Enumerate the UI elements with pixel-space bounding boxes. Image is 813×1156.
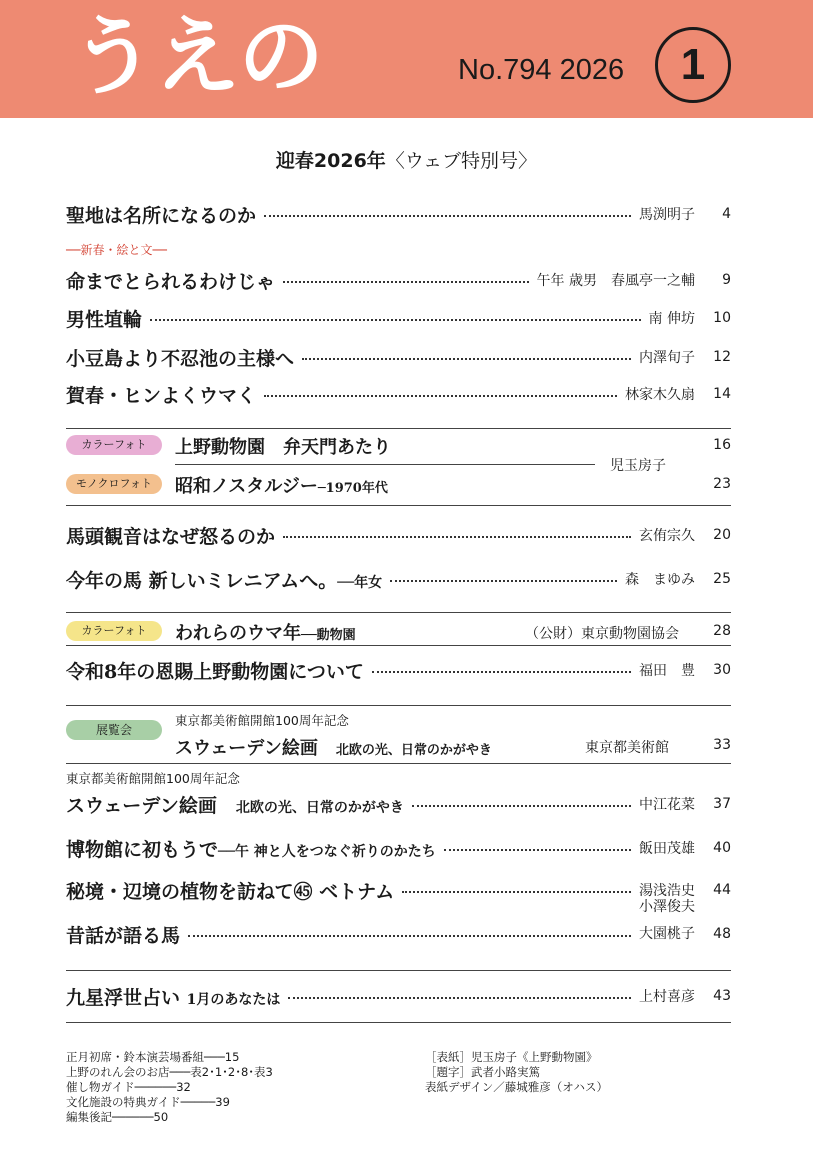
toc-entry[interactable]	[66, 983, 731, 1009]
divider	[66, 645, 731, 646]
divider	[66, 505, 731, 506]
entry-title: 博物館に初もうで	[66, 838, 219, 861]
divider	[66, 1022, 731, 1023]
leader-dots	[283, 536, 631, 538]
entry-title: 今年の馬 新しいミレニアムへ。	[66, 569, 338, 592]
footer-item[interactable]: 催し物ガイド──────32	[66, 1080, 191, 1094]
color-photo-badge: カラーフォト	[66, 435, 162, 455]
footer-item[interactable]: 編集後記──────50	[66, 1110, 169, 1124]
leader-dots	[402, 891, 631, 893]
entry-author: 南 伸坊	[648, 311, 695, 327]
entry-page: 40	[713, 840, 731, 856]
toc-entry[interactable]	[66, 566, 731, 592]
entry-page: 10	[713, 310, 731, 326]
entry-title: 秘境・辺境の植物を訪ねて㊺ ベトナム	[66, 880, 395, 903]
entry-page: 30	[713, 662, 731, 678]
credit-design: 表紙デザイン／藤城雅彦（オハス）	[425, 1080, 608, 1094]
issue-number: No.794 2026	[458, 54, 625, 86]
entry-author: 福田 豊	[639, 663, 695, 679]
entry-page: 33	[713, 737, 731, 753]
entry-title: 馬頭観音はなぜ怒るのか	[66, 525, 276, 548]
subtitle-main: 迎春2026年	[275, 150, 386, 172]
entry-page: 14	[713, 386, 731, 402]
exhibition-author: 東京都美術館	[585, 740, 669, 756]
divider	[66, 428, 731, 429]
footer-right	[425, 1050, 608, 1095]
color-photo-badge: カラーフォト	[66, 621, 162, 641]
photo-title-suffix: ─1970年代	[317, 481, 388, 496]
exhibition-title[interactable]	[175, 734, 492, 760]
footer-item[interactable]: 上野のれん会のお店───表2･1･2･8･表3	[66, 1065, 273, 1079]
photo-title[interactable]	[175, 619, 356, 645]
leader-dots	[412, 805, 631, 807]
footer-item[interactable]: 正月初席・鈴本演芸場番組───15	[66, 1050, 240, 1064]
photo-title-suffix: ──動物園	[301, 628, 356, 643]
entry-title: 男性埴輪	[66, 308, 143, 331]
toc-entry[interactable]	[66, 877, 731, 903]
toc-entry[interactable]	[66, 201, 731, 227]
entry-title-suffix: 北欧の光、日常のかがやき	[235, 799, 404, 816]
entry-author: 大園桃子	[639, 926, 695, 942]
toc-entry[interactable]	[66, 522, 731, 548]
toc-entry[interactable]	[66, 835, 731, 861]
credit-title-calligraphy: ［題字］武者小路実篤	[425, 1065, 540, 1079]
masthead	[0, 0, 813, 118]
leader-dots	[288, 997, 631, 999]
entry-title: 昔話が語る馬	[66, 924, 181, 947]
entry-author: 小澤俊夫	[639, 899, 695, 915]
entry-title: 賀春・ヒンよくウマく	[66, 384, 257, 407]
entry-title: 命までとられるわけじゃ	[66, 270, 276, 293]
entry-author: 林家木久扇	[625, 387, 695, 403]
entry-title: スウェーデン絵画	[66, 794, 217, 817]
entry-page: 12	[713, 349, 731, 365]
footer-item[interactable]: 文化施設の特典ガイド─────39	[66, 1095, 230, 1109]
photo-title-main: われらのウマ年	[175, 623, 301, 644]
entry-title: 聖地は名所になるのか	[66, 204, 257, 227]
entry-page: 23	[713, 476, 731, 492]
entry-title-suffix: 1月のあなたは	[186, 991, 281, 1008]
entry-author: 馬渕明子	[639, 207, 695, 223]
entry-page: 4	[722, 206, 731, 222]
magazine-logo: うえの	[70, 7, 322, 107]
divider	[66, 612, 731, 613]
entry-author: 上村喜彦	[639, 989, 695, 1005]
issue-subtitle	[0, 146, 813, 173]
entry-page: 20	[713, 527, 731, 543]
exhibition-pretitle: 東京都美術館開館100周年記念	[175, 713, 349, 728]
subtitle-rest: 〈ウェブ特別号〉	[385, 150, 538, 172]
entry-author: 飯田茂雄	[639, 841, 695, 857]
leader-dots	[302, 358, 631, 360]
footer-left	[66, 1050, 273, 1125]
leader-dots	[372, 671, 631, 673]
entry-page: 16	[713, 437, 731, 453]
toc-entry[interactable]	[66, 381, 731, 407]
leader-dots	[283, 281, 529, 283]
toc-entry[interactable]	[66, 899, 731, 947]
mono-photo-badge: モノクロフォト	[66, 474, 162, 494]
divider	[66, 763, 731, 764]
entry-author: 玄侑宗久	[639, 528, 695, 544]
exhibition-badge: 展覧会	[66, 720, 162, 740]
entry-author: 中江花菜	[639, 797, 695, 813]
entry-author: 内澤旬子	[639, 350, 695, 366]
entry-title-suffix: ──年女	[337, 574, 383, 591]
leader-dots	[264, 395, 617, 397]
photo-title-main: 昭和ノスタルジー	[175, 476, 318, 497]
entry-title: 小豆島より不忍池の主様へ	[66, 347, 295, 370]
credit-cover: ［表紙］児玉房子《上野動物園》	[425, 1050, 598, 1064]
entry-title: 令和8年の恩賜上野動物園について	[66, 660, 364, 683]
entry-page: 9	[722, 272, 731, 288]
entry-page: 25	[713, 571, 731, 587]
entry-page: 37	[713, 796, 731, 812]
photo-title[interactable]: 上野動物園 弁天門あたり	[175, 437, 391, 458]
photo-author: （公財）東京動物園協会	[525, 626, 679, 642]
section-label: ──新春・絵と文──	[66, 243, 167, 257]
leader-dots	[390, 580, 617, 582]
leader-dots	[188, 935, 631, 937]
divider	[66, 705, 731, 706]
leader-dots	[444, 849, 631, 851]
toc-entry[interactable]	[66, 791, 731, 817]
entry-author: 湯浅浩史	[639, 883, 695, 899]
toc-entry[interactable]	[66, 344, 731, 370]
museum-label: 東京都美術館開館100周年記念	[66, 771, 240, 786]
photo-author: 児玉房子	[610, 458, 666, 474]
entry-title-suffix: ──午 神と人をつなぐ祈りのかたち	[218, 843, 436, 860]
divider	[66, 970, 731, 971]
exhibition-title-main: スウェーデン絵画	[175, 738, 318, 759]
photo-title[interactable]	[175, 472, 388, 498]
entry-page: 44	[713, 882, 731, 898]
toc-entry[interactable]	[66, 305, 731, 331]
entry-author: 午年 歳男 春風亭一之輔	[536, 273, 695, 289]
entry-page: 48	[713, 926, 731, 942]
exhibition-title-suffix: 北欧の光、日常のかがやき	[335, 743, 492, 758]
toc-entry[interactable]	[66, 657, 731, 683]
entry-title: 九星浮世占い	[66, 986, 181, 1009]
entry-page: 28	[713, 623, 731, 639]
entry-author: 森 まゆみ	[625, 572, 695, 588]
month-circle: 1	[655, 27, 731, 103]
leader-dots	[150, 319, 641, 321]
entry-page: 43	[713, 988, 731, 1004]
toc-entry[interactable]	[66, 267, 731, 293]
divider	[175, 464, 595, 465]
leader-dots	[264, 215, 631, 217]
